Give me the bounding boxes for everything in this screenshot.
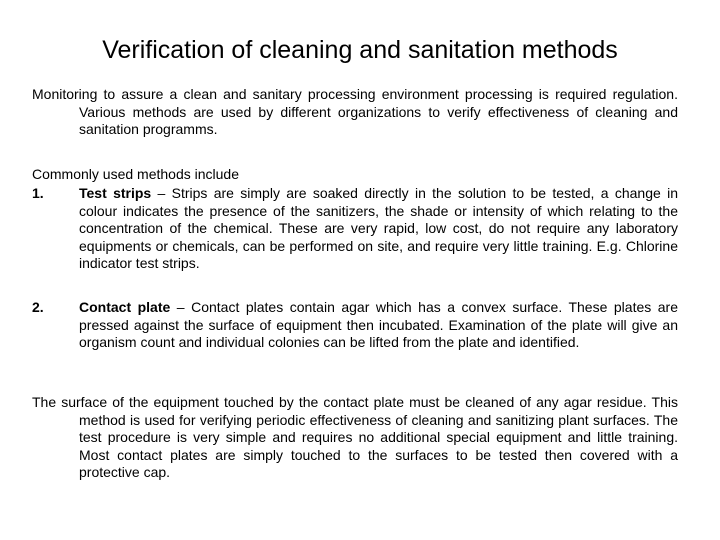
closing-paragraph: The surface of the equipment touched by the contact plate must be cleaned of any agar residue. This method is used for verifying periodic effectiveness of cleaning and sanitizing plant surfaces. The test procedure is very simple and requires no additional special equipment and little training. Most contact plates are simply touched to the surfaces to be tested then covered with a protective cap. bbox=[32, 394, 678, 480]
slide-title: Verification of cleaning and sanitation methods bbox=[102, 36, 618, 64]
list-item-description: – Contact plates contain agar which has a convex surface. These plates are pressed against the surface of equipment then incubated. Examination of the plate will give an organism count and individual colonies can be lifted from the plate and identified. bbox=[79, 299, 678, 350]
methods-list-intro: Commonly used methods include bbox=[32, 166, 239, 182]
list-item-term: Test strips bbox=[79, 185, 152, 201]
list-item-test-strips bbox=[32, 185, 678, 273]
list-item-contact-plate bbox=[32, 299, 678, 352]
list-item-term: Contact plate bbox=[79, 299, 171, 315]
list-item-number: 1. bbox=[32, 185, 44, 201]
list-item-body bbox=[79, 185, 678, 273]
list-item-body bbox=[79, 299, 678, 352]
list-item-number: 2. bbox=[32, 299, 44, 315]
list-item-description: – Strips are simply are soaked directly in the solution to be tested, a change in colour indicates the presence of the sanitizers, the shade or intensity of which relating to the concentration of the chemical. These are very rapid, low cost, do not require any laboratory equipments or chemicals, can be performed on site, and require very little training. E.g. Chlorine indicator test strips. bbox=[79, 185, 679, 271]
intro-paragraph: Monitoring to assure a clean and sanitary processing environment processing is required regulation. Various methods are used by different organizations to verify effectiveness of cleaning and sanitation programms. bbox=[32, 86, 678, 137]
